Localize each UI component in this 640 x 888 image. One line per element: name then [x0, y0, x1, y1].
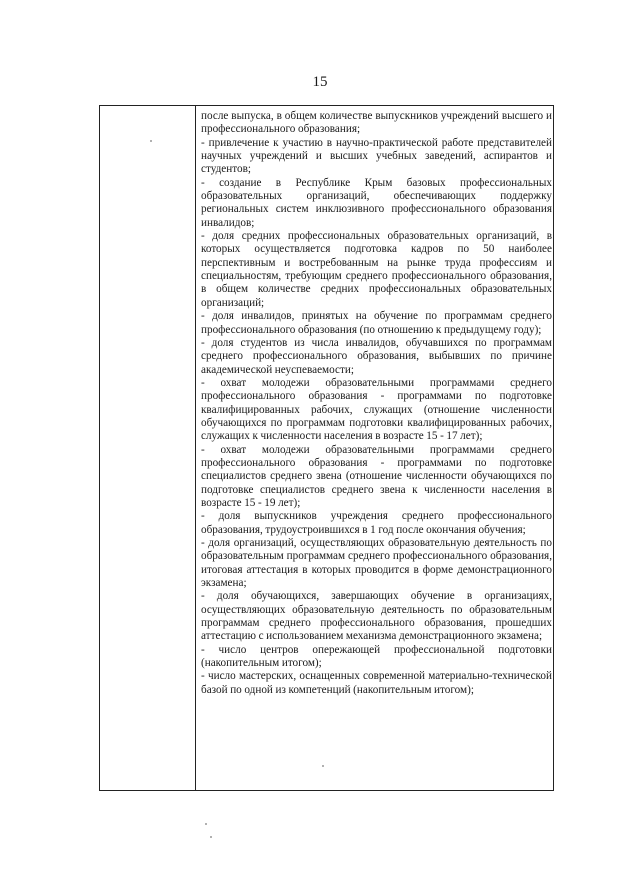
- list-item: - доля студентов из числа инвалидов, обучавшихся по программам среднего профессионального образования, выбывших по причине академической неуспеваемости;: [201, 336, 552, 376]
- list-item: - охват молодежи образовательными программами среднего профессионального образования - программами по подготовке квалифицированных рабочих, служащих (отношение численности обучающихся по программам подготовки квалифицированных рабочих, служащих к численности населения в возрасте 15 - 17 лет);: [201, 376, 552, 443]
- scan-speck: [210, 836, 212, 838]
- list-item: - доля инвалидов, принятых на обучение по программам среднего профессионального образования (по отношению к предыдущему году);: [201, 310, 552, 336]
- list-item: - доля средних профессиональных образовательных организаций, в которых осуществляется подготовка кадров по 50 наиболее перспективным и востребованным на рынке труда профессиям и специальностям, требующим среднего профессионального образования, в общем количестве средних профессиональных образовательных организаций;: [201, 230, 552, 309]
- scan-speck: [205, 823, 207, 825]
- page-number: 15: [312, 74, 328, 90]
- list-item: - число центров опережающей профессиональной подготовки (накопительным итогом);: [201, 643, 552, 670]
- list-item: - число мастерских, оснащенных современной материально-технической базой по одной из компетенций (накопительным итогом);: [201, 670, 552, 696]
- scan-speck: [322, 765, 324, 767]
- list-item: после выпуска, в общем количестве выпускников учреждений высшего и профессионального образования;: [201, 110, 552, 136]
- list-item: - доля выпускников учреждения среднего профессионального образования, трудоустроившихся в 1 год после окончания обучения;: [201, 510, 552, 536]
- list-item: - доля организаций, осуществляющих образовательную деятельность по образовательным программам среднего профессионального образования, итоговая аттестация в которых проводится в форме демонстрационного экзамена;: [201, 537, 552, 590]
- list-item: - создание в Республике Крым базовых профессиональных образовательных организаций, обеспечивающих поддержку региональных систем инклюзивного профессионального образования инвалидов;: [201, 176, 552, 229]
- list-item: - доля обучающихся, завершающих обучение в организациях, осуществляющих образовательную деятельность по образовательным программам среднего профессионального образования, прошедших аттестацию с использованием механизма демонстрационного экзамена;: [201, 590, 552, 643]
- list-item: - охват молодежи образовательными программами среднего профессионального образования - программами по подготовке специалистов среднего звена (отношение численности обучающихся по подготовке специалистов среднего звена к численности населения в возрасте 15 - 19 лет);: [201, 443, 552, 509]
- program-table: [99, 105, 554, 791]
- list-item: - привлечение к участию в научно-практической работе представителей научных учреждений и высших учебных заведений, аспирантов и студентов;: [201, 136, 552, 176]
- scan-speck: [150, 140, 152, 142]
- right-cell: [196, 110, 553, 790]
